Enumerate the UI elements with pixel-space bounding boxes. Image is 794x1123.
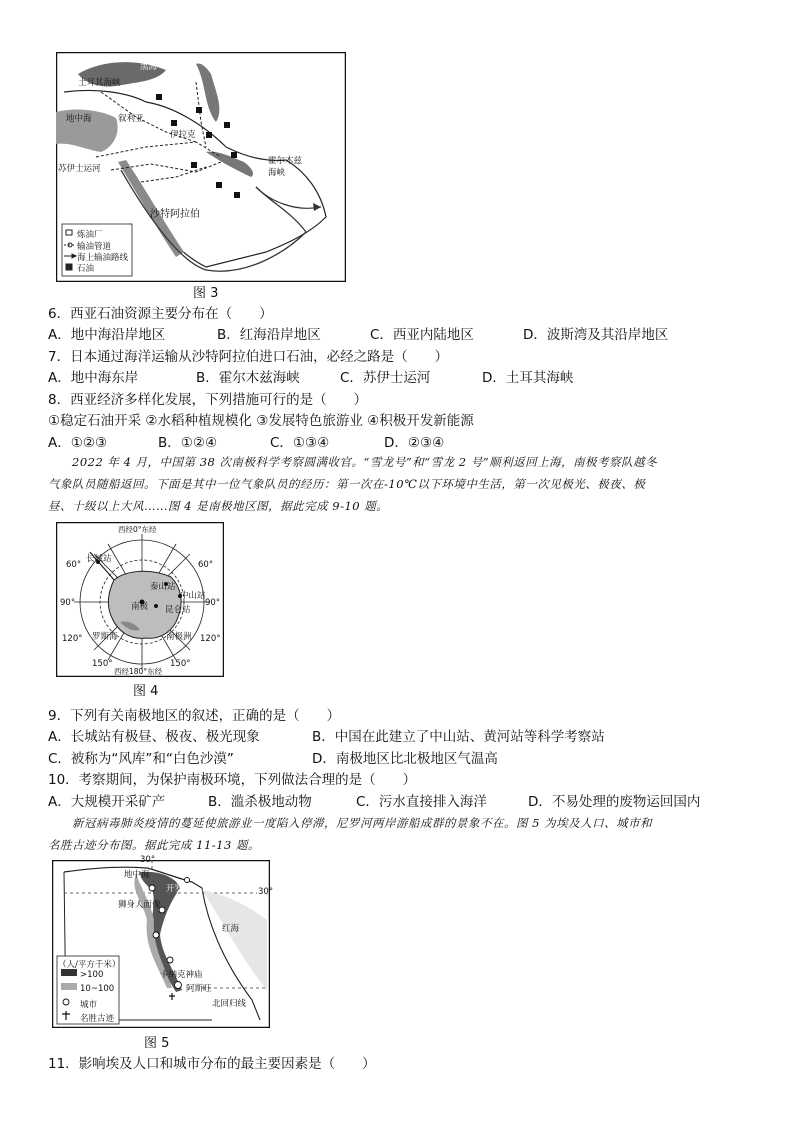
q6-stem: 6．西亚石油资源主要分布在（ ） [48,306,273,322]
fig3-label-iraq: 伊拉克 [170,130,196,140]
q6-option-d[interactable]: D．波斯湾及其沿岸地区 [523,327,669,343]
fig4-label-60r: 60° [198,560,214,570]
q10-option-a[interactable]: A．大规模开采矿产 [48,794,166,810]
fig4-label-90l: 90° [60,598,76,608]
q9-option-c[interactable]: C．被称为“风库”和“白色沙漠” [48,751,234,767]
q8-option-b[interactable]: B．①②④ [158,435,218,451]
passage-2 [48,812,753,856]
q6-option-a[interactable]: A．地中海沿岸地区 [48,327,166,343]
passage-1-line-1: 2022 年 4 月，中国第 38 次南极科学考察圆满收官。“雪龙号”和“雪龙 2 号”顺利返回上海，南极考察队越冬 [72,455,658,469]
fig4-label-nanji: 南极 [131,602,149,612]
fig3-legend-2: 输油管道 [77,242,112,252]
fig4-label-120r: 120° [200,634,221,644]
passage-1-line-2: 气象队员随船返回。下面是其中一位气象队员的经历：第一次在-10℃以下环境中生活，第一次见极光、极夜、极 [48,477,646,491]
fig4-label-changcheng: 长城站 [86,554,112,564]
fig4-label-taishan: 泰山站 [150,582,176,592]
fig4-label-150r: 150° [170,659,191,669]
fig3-legend-3: 海上输油路线 [77,253,129,263]
fig5-label-aswan: 阿斯旺 [186,984,212,994]
fig5-label-lat30a: 30° [140,855,156,865]
fig3-label-syria: 叙利亚 [118,114,144,124]
fig4-label-bottom: 西经180°东经 [114,667,163,676]
fig5-label-dizhonghai: 地中海 [124,870,150,880]
fig5-legend-2: 10~100 [80,984,115,994]
q10-option-b[interactable]: B．滥杀极地动物 [208,794,312,810]
fig5-label-honghai: 红海 [222,924,240,934]
fig5-label-karnak: 卡纳克神庙 [160,970,203,980]
q7-option-b[interactable]: B．霍尔木兹海峡 [196,370,300,386]
q10-option-d[interactable]: D．不易处理的废物运回国内 [528,794,701,810]
fig4-label-120l: 120° [62,634,83,644]
fig3-legend-4: 石油 [77,264,95,274]
passage-1 [48,451,753,517]
q8-option-a[interactable]: A．①②③ [48,435,108,451]
q11-stem: 11．影响埃及人口和城市分布的最主要因素是（ ） [48,1056,376,1072]
fig4-label-nanjizhou: 南极洲 [166,632,192,642]
q8-stem: 8．西亚经济多样化发展，下列措施可行的是（ ） [48,392,368,408]
q6-option-c[interactable]: C．西亚内陆地区 [370,327,474,343]
fig4-label-kunlun: 昆仑站 [165,605,191,615]
fig5-legend-title: （人/平方千米） [58,960,121,970]
fig3-legend-1: 炼油厂 [77,230,103,240]
fig5-legend-1: >100 [80,970,104,980]
fig3-label-heihai: 黑海 [140,62,158,72]
q9-option-b[interactable]: B．中国在此建立了中山站、黄河站等科学考察站 [312,729,605,745]
fig3-label-saudi: 沙特阿拉伯 [150,209,200,220]
q10-stem: 10．考察期间，为保护南极环境，下列做法合理的是（ ） [48,772,417,788]
passage-1-line-3: 昼、十级以上大风……图 4 是南极地区图，据此完成 9-10 题。 [48,499,389,513]
q6-option-b[interactable]: B．红海沿岸地区 [217,327,321,343]
fig3-label-dizhonghai: 地中海 [66,114,92,124]
fig5-label-tropic: 北回归线 [212,999,247,1009]
q7-option-d[interactable]: D．土耳其海峡 [482,370,574,386]
fig4-label-zhongshan: 中山站 [180,591,206,601]
passage-2-line-2: 名胜古迹分布图。据此完成 11-13 题。 [48,838,260,852]
fig5-legend-4: 名胜古迹 [80,1014,115,1024]
fig5-label-sphinx: 狮身人面像 [118,900,161,910]
q8-option-c[interactable]: C．①③④ [270,435,330,451]
q9-option-d[interactable]: D．南极地区比北极地区气温高 [312,751,498,767]
fig4-label-90r: 90° [205,598,221,608]
fig4-caption: 图 4 [133,684,159,699]
fig3-label-turkey-strait: 土耳其海峡 [78,78,121,88]
q7-stem: 7．日本通过海洋运输从沙特阿拉伯进口石油，必经之路是（ ） [48,349,449,365]
q9-stem: 9．下列有关南极地区的叙述，正确的是（ ） [48,708,341,724]
fig4-label-top: 西经0°东经 [118,525,157,534]
fig3-label-suez: 苏伊士运河 [58,164,101,174]
fig5-legend-3: 城市 [80,1000,98,1010]
fig5-label-kailuo: 开罗 [166,884,184,894]
q10-option-c[interactable]: C．污水直接排入海洋 [356,794,487,810]
fig3-label-hormuz: 霍尔木兹海峡 [268,156,303,178]
q8-option-d[interactable]: D．②③④ [384,435,445,451]
fig4-label-rossea: 罗斯海 [92,632,118,642]
fig3-caption: 图 3 [193,286,219,301]
q8-sub-items: ①稳定石油开采 ②水稻种植规模化 ③发展特色旅游业 ④积极开发新能源 [48,413,474,429]
fig5-label-lat30b: 30° [258,887,274,897]
fig5-caption: 图 5 [144,1036,170,1051]
passage-2-line-1: 新冠病毒肺炎疫情的蔓延使旅游业一度陷入停滞，尼罗河两岸游船成群的景象不在。图 5 为埃及人口、城市和 [72,816,653,830]
fig4-label-150l: 150° [92,659,113,669]
q9-option-a[interactable]: A．长城站有极昼、极夜、极光现象 [48,729,260,745]
q7-option-c[interactable]: C．苏伊士运河 [340,370,431,386]
fig4-label-60l: 60° [66,560,82,570]
q7-option-a[interactable]: A．地中海东岸 [48,370,139,386]
